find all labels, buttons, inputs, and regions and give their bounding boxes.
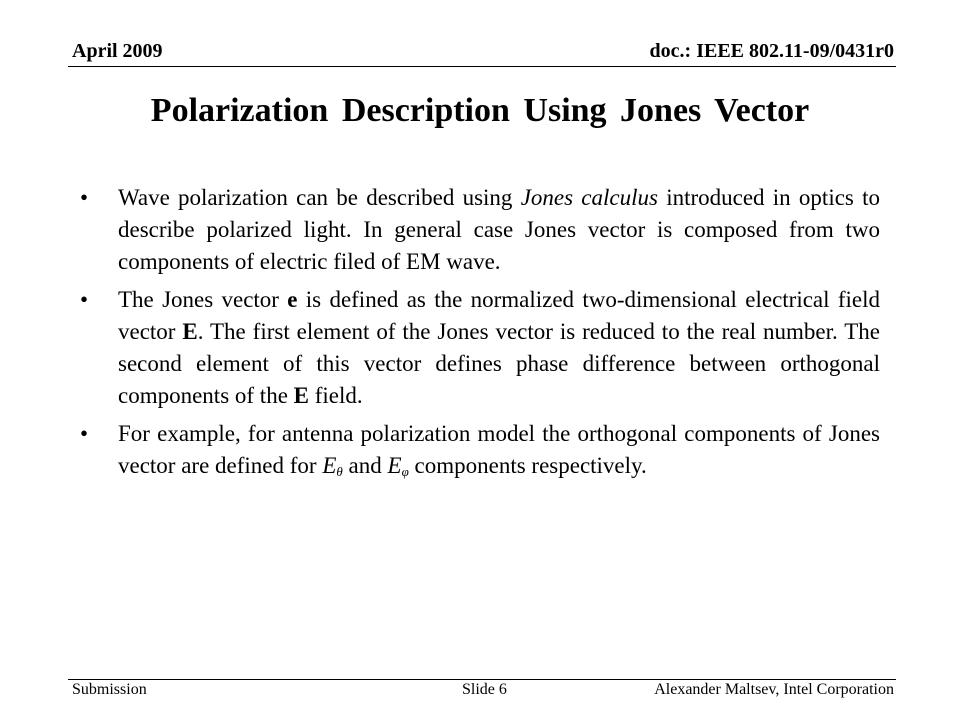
bullet-3-subscript-phi: φ: [401, 464, 409, 479]
bullet-item-3: [80, 418, 880, 488]
bullet-3-symbol-E-theta: E: [322, 453, 337, 478]
bullet-1-emphasis: Jones calculus: [520, 185, 658, 210]
bullet-3-text-cont: and: [342, 453, 388, 478]
bullet-3-symbol-E-phi: E: [387, 453, 402, 478]
bullet-icon: •: [80, 287, 89, 312]
footer-slide-number: Slide 6: [462, 681, 507, 698]
bullet-3-subscript-theta: θ: [336, 464, 343, 479]
bullet-icon: •: [80, 421, 89, 446]
header-date: April 2009: [72, 40, 163, 62]
footer-author: Alexander Maltsev, Intel Corporation: [654, 681, 894, 698]
bullet-2-text-cont2: . The first element of the Jones vector is reduced to the real number. The second element of this vector defines phase difference between orthogonal components of the: [118, 319, 881, 408]
footer-submission: Submission: [72, 681, 147, 698]
bullet-2-symbol-E: E: [182, 319, 198, 344]
bullet-2-text: The Jones vector: [118, 287, 288, 312]
bullet-3-text: For example, for antenna polarization model the orthogonal components of Jones vector are defined for: [118, 421, 880, 478]
bullet-icon: •: [80, 185, 89, 210]
slide-title: Polarization Description Using Jones Vector: [150, 92, 810, 129]
bullet-item-2: [80, 284, 880, 412]
bullet-2-text-cont: is defined as the normalized two-dimensional electrical field vector: [118, 287, 880, 344]
footer-divider: [68, 679, 896, 680]
header-doc-id: doc.: IEEE 802.11-09/0431r0: [649, 40, 894, 62]
bullet-2-symbol-E2: E: [293, 383, 309, 408]
bullet-2-symbol-e: e: [287, 287, 298, 312]
bullet-item-1: [80, 182, 880, 278]
bullet-2-text-end: field.: [309, 383, 363, 408]
header-divider: [68, 66, 896, 67]
bullet-1-text-cont: introduced in optics to describe polarized light. In general case Jones vector is composed from two components of electric filed of EM wave.: [118, 185, 881, 274]
bullet-3-text-end: components respectively.: [408, 453, 647, 478]
bullet-list: [80, 182, 880, 494]
bullet-1-text: Wave polarization can be described using: [118, 185, 521, 210]
